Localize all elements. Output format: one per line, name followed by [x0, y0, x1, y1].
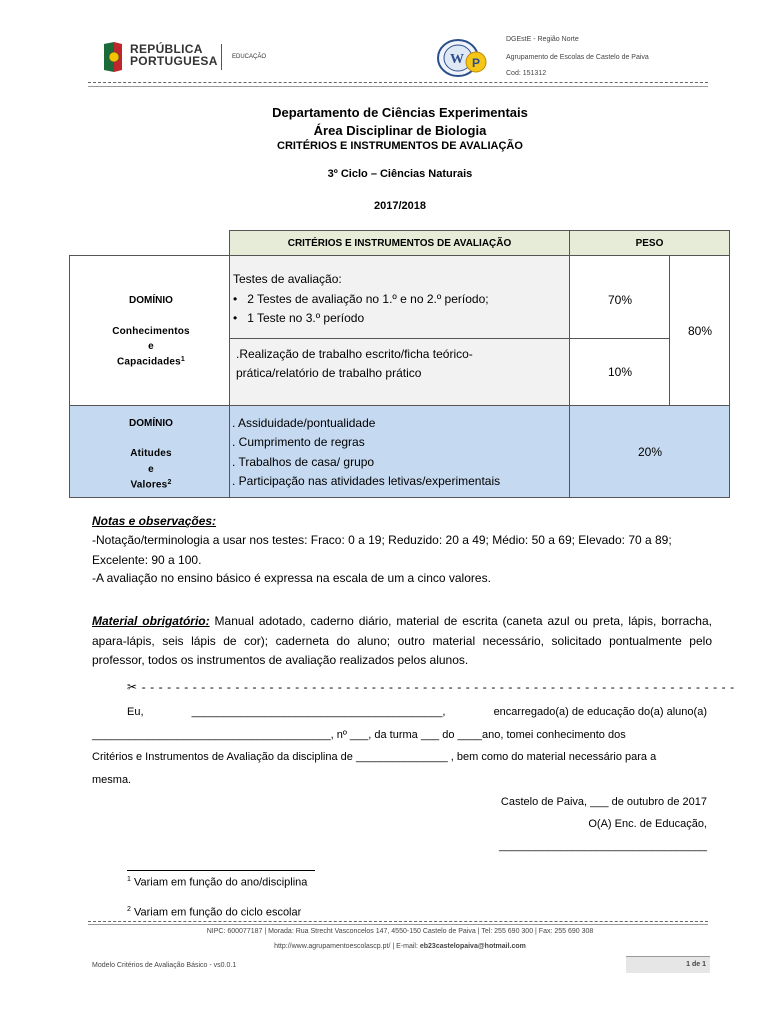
domain1-cell — [69, 255, 230, 406]
list-item: • 2 Testes de avaliação no 1.º e no 2.º período; — [233, 292, 489, 306]
criteria-table — [69, 230, 730, 498]
signature-line: __________________________________ — [498, 840, 707, 852]
list-item: . Trabalhos de casa/ grupo — [232, 455, 375, 469]
page-number-box — [626, 956, 710, 973]
notes-line: -A avaliação no ensino básico é expressa na escala de um a cinco valores. — [92, 571, 491, 585]
domain2-weight: 20% — [637, 445, 663, 459]
criteria-title: CRITÉRIOS E INSTRUMENTOS DE AVALIAÇÃO — [277, 140, 523, 152]
list-item: . Cumprimento de regras — [232, 435, 365, 449]
form-line: mesma. — [92, 774, 132, 786]
form-line: Eu, _________________________________________, encarregado(a) de educação do(a) aluno(a) — [127, 706, 707, 718]
header-info-line: Cod: 151312 — [506, 70, 547, 77]
domain1-tests-cell — [229, 255, 570, 339]
domain1-name-1: Conhecimentos — [112, 326, 190, 337]
place-date: Castelo de Paiva, ___ de outubro de 2017 — [500, 796, 707, 808]
form-line: Critérios e Instrumentos de Avaliação da disciplina de _______________ , bem como do material necessário para a — [92, 751, 657, 763]
footer-contacts: NIPC: 600077187 | Morada: Rua Strecht Vasconcelos 147, 4550-150 Castelo de Paiva | Tel: 255 690 300 | Fax: 255 690 308 — [206, 928, 594, 935]
area-title: Área Disciplinar de Biologia — [313, 123, 487, 138]
footer-divider — [88, 924, 708, 925]
domain1-name-3: Capacidades1 — [117, 356, 185, 368]
header-info-line: DGEstE - Região Norte — [506, 36, 579, 43]
form-line: _______________________________________, nº ___, da turma ___ do ____ano, tomei conhecimento dos — [92, 729, 626, 741]
school-logo-icon — [436, 38, 488, 78]
list-item: . Assiduidade/pontualidade — [232, 416, 376, 430]
domain2-name-3: Valores2 — [130, 479, 172, 491]
tests-weight-cell — [569, 255, 670, 339]
education-label: EDUCAÇÃO — [232, 54, 267, 60]
notes-heading: Notas e observações: — [92, 514, 217, 528]
notes-line: -Notação/terminologia a usar nos testes: Fraco: 0 a 19; Reduzido: 20 a 49; Médio: 50 a 69; Elevado: 70 a 89; Excelente: 90 a 100. — [92, 533, 672, 567]
footer-divider — [88, 921, 708, 922]
domain1-total-weight: 80% — [687, 324, 713, 338]
svg-text:P: P — [472, 56, 481, 70]
work-line: prática/relatório de trabalho prático — [236, 366, 422, 380]
cycle-title: 3º Ciclo – Ciências Naturais — [327, 168, 473, 180]
header-divider — [88, 86, 708, 87]
svg-text:W: W — [450, 52, 464, 67]
portugal-flag-icon — [102, 42, 122, 72]
page-number: 1 de 1 — [686, 961, 706, 968]
footnote: $^2$ Variam em função do ciclo escolar — [127, 906, 302, 919]
model-version: Modelo Critérios de Avaliação Básico - vs0.0.1 — [92, 962, 237, 969]
tests-weight: 70% — [607, 293, 633, 307]
list-item: • 1 Teste no 3.º período — [233, 311, 365, 325]
domain1-total-cell — [669, 255, 730, 406]
work-weight: 10% — [607, 365, 633, 379]
domain2-items-cell — [229, 405, 570, 498]
tests-heading: Testes de avaliação: — [233, 272, 342, 286]
work-weight-cell — [569, 338, 670, 406]
header-divider — [88, 82, 708, 83]
domain2-label: DOMÍNIO — [129, 418, 173, 429]
domain1-label: DOMÍNIO — [129, 295, 173, 306]
domain2-name-2: e — [148, 464, 154, 475]
header-criteria: CRITÉRIOS E INSTRUMENTOS DE AVALIAÇÃO — [229, 230, 570, 256]
header-info-line: Agrupamento de Escolas de Castelo de Paiva — [506, 54, 649, 61]
footnote: $^1$ Variam em função do ano/disciplina — [127, 876, 308, 889]
signer-label: O(A) Enc. de Educação, — [588, 818, 707, 830]
work-line: .Realização de trabalho escrito/ficha teórico- — [236, 347, 473, 361]
footer-web: http://www.agrupamentoescolascp.pt/ | E-mail: eb23castelopaiva@hotmail.com — [274, 943, 526, 950]
domain1-name-2: e — [148, 341, 154, 352]
domain2-cell — [69, 405, 230, 498]
list-item: . Participação nas atividades letivas/experimentais — [232, 474, 501, 488]
logo-divider — [221, 44, 222, 70]
school-year: 2017/2018 — [374, 200, 426, 212]
domain2-weight-cell — [569, 405, 730, 498]
domain2-name-1: Atitudes — [130, 448, 172, 459]
department-title: Departamento de Ciências Experimentais — [272, 105, 528, 120]
footnote-divider — [127, 870, 315, 871]
domain1-work-cell — [229, 338, 570, 406]
republic-logo-text: REPÚBLICA PORTUGUESA — [130, 42, 218, 68]
cut-line: ✂ - - - - - - - - - - - - - - - - - - - - - - - - - - - - - - - - - - - - - - - - - - - - - - - - - - - - - - - - - - - - - - - - - - - - - - — [127, 680, 735, 694]
header-weight: PESO — [569, 230, 730, 256]
material-paragraph: Material obrigatório: Manual adotado, caderno diário, material de escrita (caneta azul ou preta, lápis, borracha, apara-lápis, seis lápis de cor); caderneta do aluno; outro material necessário, solicitado pontualmente pelo professor, todos os instrumentos de avaliação realizados pelos alunos. — [92, 614, 712, 667]
